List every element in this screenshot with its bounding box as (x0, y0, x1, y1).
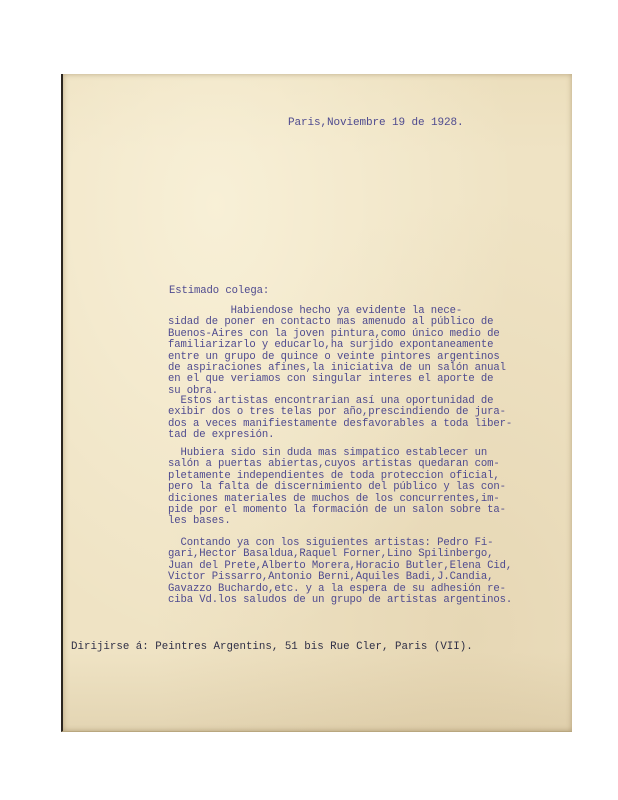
paragraph-line: les bases. (168, 515, 231, 528)
paragraph-line: salón a puertas abiertas,cuyos artistas quedaran com- (168, 458, 500, 471)
paragraph-intro (168, 306, 563, 397)
paragraph-line: pero la falta de discernimiento del público y las con- (168, 481, 506, 494)
letter-salutation: Estimado colega: (169, 285, 270, 297)
paragraph-line: Gavazzo Buchardo,etc. y a la espera de su adhesión re- (168, 582, 506, 595)
address-footer: Dirijirse á: Peintres Argentins, 51 bis Rue Cler, Paris (VII). (71, 641, 473, 653)
paragraph-line: Victor Pissarro,Antonio Berni,Aquiles Badi,J.Candia, (168, 571, 494, 584)
paragraph-line: exibir dos o tres telas por año,prescindiendo de jura- (168, 406, 506, 419)
paragraph-artists (168, 538, 563, 606)
paragraph-line: entre un grupo de quince o veinte pintores argentinos (168, 350, 500, 363)
paragraph-line: sidad de poner en contacto mas amenudo al público de (168, 316, 494, 329)
paragraph-opportunity (168, 396, 563, 442)
letter-paper (61, 74, 572, 732)
paragraph-line: tad de expresión. (168, 429, 275, 442)
paragraph-line: Juan del Prete,Alberto Morera,Horacio Butler,Elena Cid, (168, 559, 513, 572)
paragraph-line: de aspiraciones afines,la iniciativa de un salón anual (168, 362, 506, 375)
paragraph-line: Buenos-Aires con la joven pintura,como único medio de (168, 327, 500, 340)
paragraph-line: Contando ya con los siguientes artistas: Pedro Fi- (168, 537, 494, 549)
paragraph-line: ciba Vd.los saludos de un grupo de artistas argentinos. (168, 594, 513, 607)
paragraph-line: su obra. (168, 384, 219, 397)
paragraph-line: Hubiera sido sin duda mas simpatico establecer un (168, 447, 488, 459)
paragraph-line: pletamente independientes de toda proteccion oficial, (168, 469, 500, 482)
paragraph-line: familiarizarlo y educarlo,ha surjido expontaneamente (168, 339, 494, 352)
paragraph-line: Estos artistas encontrarian así una oportunidad de (168, 395, 494, 407)
letter-date: Paris,Noviembre 19 de 1928. (288, 117, 464, 129)
paragraph-line: Habiendose hecho ya evidente la nece- (168, 305, 463, 317)
paragraph-line: dos a veces manifiestamente desfavorables a toda liber- (168, 417, 513, 430)
paragraph-line: pide por el momento la formación de un salon sobre ta- (168, 504, 506, 517)
paragraph-line: diciones materiales de muchos de los concurrentes,im- (168, 492, 500, 505)
paragraph-line: en el que veriamos con singular interes el aporte de (168, 373, 494, 386)
paragraph-line: gari,Hector Basaldua,Raquel Forner,Lino Spilinbergo, (168, 548, 494, 561)
paragraph-open-salon (168, 448, 563, 528)
